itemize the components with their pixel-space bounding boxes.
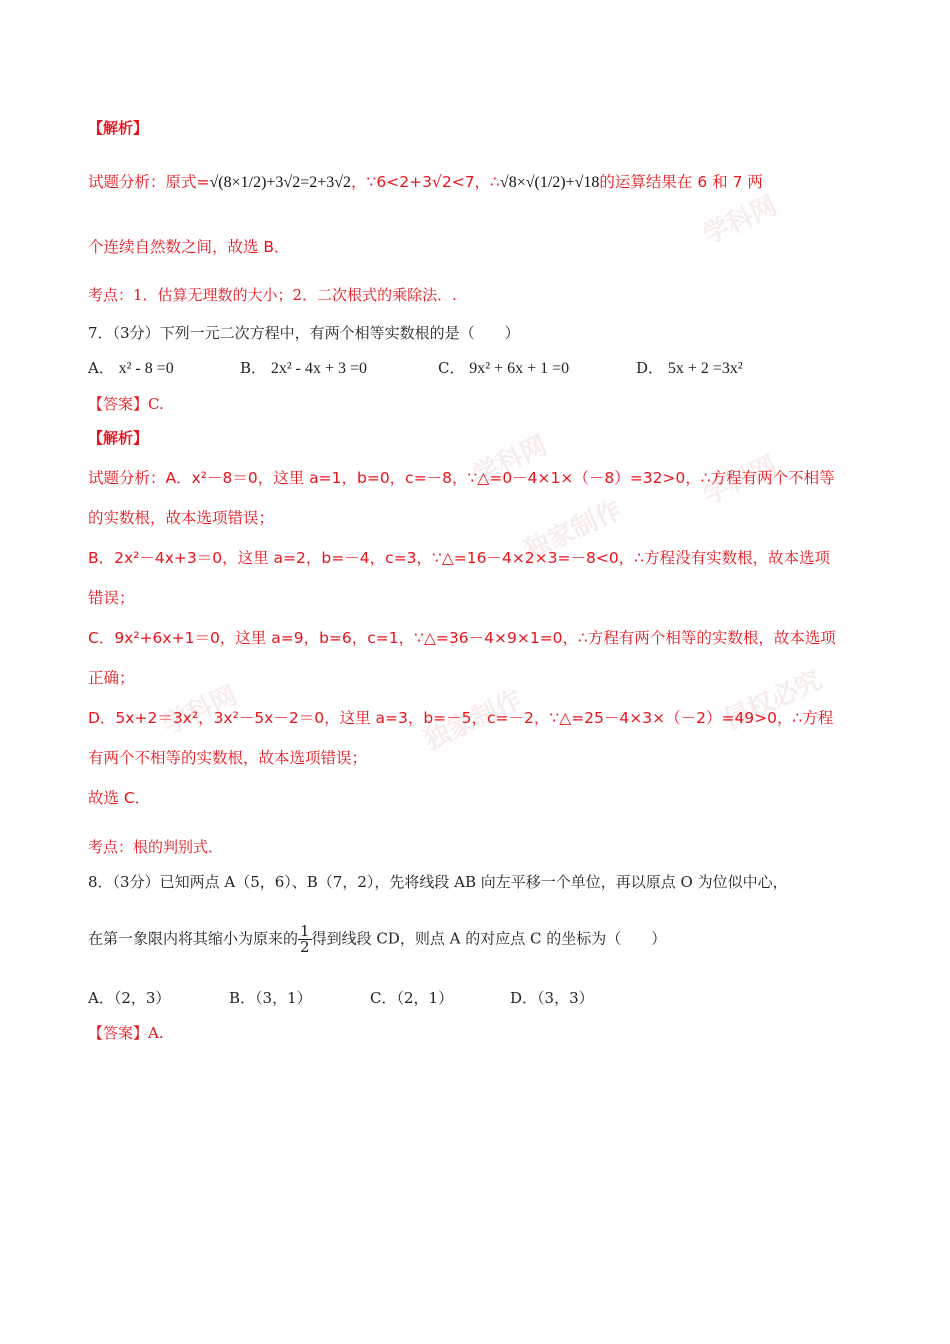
q7-option-b: B． 2x² - 4x + 3 =0 <box>240 359 367 377</box>
watermark: 独家制作 <box>519 495 627 567</box>
watermark: 学科网 <box>158 680 242 741</box>
analysis-line: 正确； <box>88 669 135 687</box>
analysis-line: 的实数根，故本选项错误； <box>88 509 275 527</box>
question-8-stem: 8．（3分）已知两点 A（5，6）、B（7，2），先将线段 AB 向左平移一个单位，再以原点 O 为位似中心， <box>88 873 788 891</box>
analysis-line: 错误； <box>88 589 135 607</box>
q7-option-d: D． 5x + 2 =3x² <box>636 359 743 377</box>
analysis-line: D．5x+2＝3x²，3x²－5x－2＝0，这里 a=3，b=－5，c=－2，∵△=25－4×3×（－2）=49>0，∴方程 <box>88 709 834 727</box>
q7-option-a: A． x² - 8 =0 <box>88 359 174 377</box>
kaodian: 考点：根的判别式． <box>88 838 224 856</box>
analysis-tag: 【解析】 <box>88 119 149 137</box>
analysis-line: B．2x²－4x+3＝0，这里 a=2，b=－4，c=3，∵△=16－4×2×3=－8<0，∴方程没有实数根，故本选项 <box>88 549 831 567</box>
q7-option-c: C． 9x² + 6x + 1 =0 <box>438 359 570 377</box>
analysis-line: 试题分析：原式=√(8×1/2)+3√2=2+3√2，∵6<2+3√2<7，∴√8×√(1/2)+√18的运算结果在 6 和 7 两 <box>88 173 763 191</box>
watermark: 独家制作 <box>419 685 527 757</box>
analysis-line: 故选 C． <box>88 789 151 807</box>
fraction: $\frac{1}{2}$ <box>300 922 310 956</box>
answer: 【答案】A. <box>88 1024 164 1042</box>
q8-option-d: D．（3，3） <box>510 989 594 1007</box>
analysis-tag: 【解析】 <box>88 429 149 447</box>
analysis-line: 有两个不相等的实数根，故本选项错误； <box>88 749 368 767</box>
q8-option-b: B．（3，1） <box>229 989 312 1007</box>
watermark: 学科网 <box>698 450 782 511</box>
question-8-stem-2: 在第一象限内将其缩小为原来的 $\frac{1}{2}$ 得到线段 CD，则点 A 的对应点 C 的坐标为（ ） <box>88 922 667 956</box>
kaodian: 考点：1．估算无理数的大小；2．二次根式的乘除法．. <box>88 286 457 304</box>
answer: 【答案】C. <box>88 395 164 413</box>
analysis-line: C．9x²+6x+1＝0，这里 a=9，b=6，c=1，∵△=36－4×9×1=0，∴方程有两个相等的实数根，故本选项 <box>88 629 836 647</box>
question-7-stem: 7．（3分）下列一元二次方程中，有两个相等实数根的是（ ） <box>88 324 520 342</box>
watermark: 学科网 <box>698 190 782 251</box>
q8-option-c: C．（2，1） <box>370 989 454 1007</box>
analysis-line: 试题分析：A．x²－8＝0，这里 a=1，b=0，c=－8，∵△=0－4×1×（－8）=32>0，∴方程有两个不相等 <box>88 469 835 487</box>
q8-option-a: A．（2，3） <box>88 989 171 1007</box>
watermark: 学科网 <box>468 430 552 491</box>
analysis-line: 个连续自然数之间，故选 B． <box>88 238 290 256</box>
watermark: 侵权必究 <box>719 665 827 737</box>
